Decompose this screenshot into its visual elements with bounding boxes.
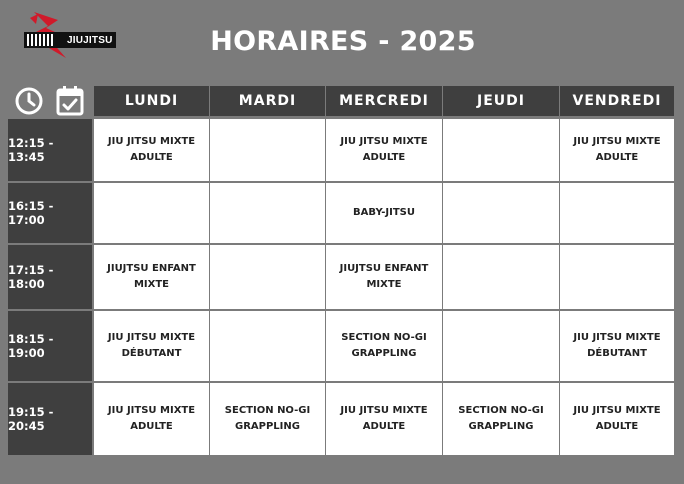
schedule-cell	[443, 119, 559, 181]
day-header-1: LUNDI	[94, 86, 209, 116]
calendar-check-icon	[56, 86, 84, 116]
time-slot-4: 18:15 - 19:00	[8, 311, 92, 381]
schedule-cell: JIU JITSU MIXTE ADULTE	[94, 119, 209, 181]
schedule-cell	[443, 183, 559, 243]
schedule-cell: JIU JITSU MIXTE ADULTE	[326, 119, 442, 181]
schedule-cell: JIUJTSU ENFANT MIXTE	[326, 245, 442, 309]
page-title: HORAIRES - 2025	[210, 26, 476, 57]
schedule-cell	[210, 245, 325, 309]
schedule-cell	[443, 311, 559, 381]
schedule-cell	[560, 183, 674, 243]
schedule-cell	[210, 311, 325, 381]
schedule-cell	[560, 245, 674, 309]
day-header-5: VENDREDI	[560, 86, 674, 116]
schedule-cell: JIU JITSU MIXTE ADULTE	[94, 383, 209, 455]
logo-text: JIUJITSU	[67, 34, 113, 46]
schedule-cell: JIU JITSU MIXTE ADULTE	[560, 119, 674, 181]
schedule-cell: SECTION NO-GI GRAPPLING	[326, 311, 442, 381]
day-header-3: MERCREDI	[326, 86, 442, 116]
schedule-cell: JIU JITSU MIXTE ADULTE	[560, 383, 674, 455]
schedule-cell: SECTION NO-GI GRAPPLING	[443, 383, 559, 455]
schedule-cell	[443, 245, 559, 309]
schedule-cell: JIU JITSU MIXTE ADULTE	[326, 383, 442, 455]
schedule-cell: JIUJTSU ENFANT MIXTE	[94, 245, 209, 309]
schedule-cell: JIU JITSU MIXTE DÉBUTANT	[560, 311, 674, 381]
schedule-cell	[210, 183, 325, 243]
time-slot-5: 19:15 - 20:45	[8, 383, 92, 455]
schedule-cell	[210, 119, 325, 181]
day-header-2: MARDI	[210, 86, 325, 116]
schedule-cell	[94, 183, 209, 243]
schedule-cell: JIU JITSU MIXTE DÉBUTANT	[94, 311, 209, 381]
clock-icon	[14, 86, 44, 116]
day-header-4: JEUDI	[443, 86, 559, 116]
schedule-cell: SECTION NO-GI GRAPPLING	[210, 383, 325, 455]
schedule-cell: BABY-JITSU	[326, 183, 442, 243]
time-slot-3: 17:15 - 18:00	[8, 245, 92, 309]
time-slot-2: 16:15 - 17:00	[8, 183, 92, 243]
time-slot-1: 12:15 - 13:45	[8, 119, 92, 181]
